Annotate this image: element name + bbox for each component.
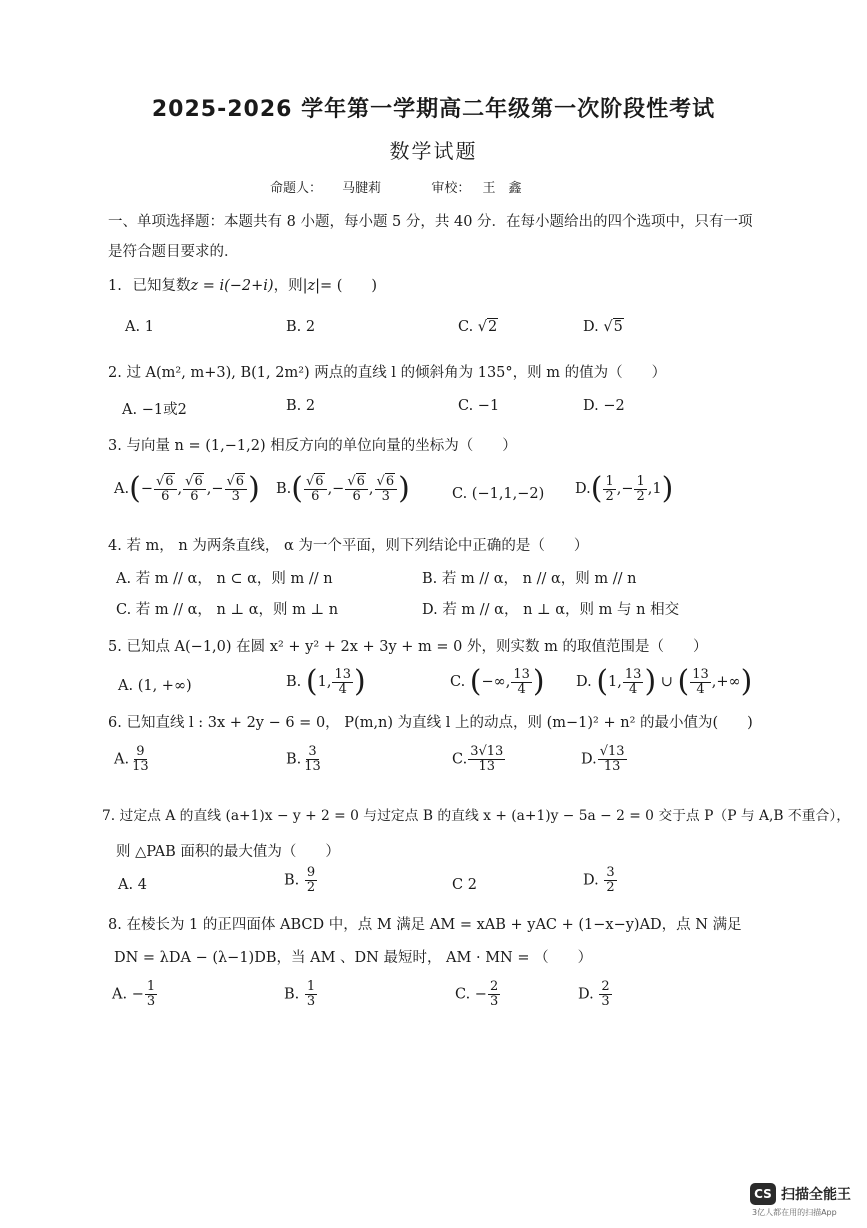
exam-title: 2025-2026 学年第一学期高二年级第一次阶段性考试 <box>151 97 716 122</box>
question-7-line2: 则 △PAB 面积的最大值为（ ） <box>116 844 340 860</box>
question-8-line2: DN = λDA − (λ−1)DB，当 AM 、DN 最短时， AM · MN = （ ） <box>114 950 593 966</box>
camscanner-logo-icon: CS <box>750 1183 776 1205</box>
question-3: 3. 与向量 n = (1,−1,2) 相反方向的单位向量的坐标为（ ） <box>108 438 517 454</box>
question-7: 7. 过定点 A 的直线 (a+1)x − y + 2 = 0 与过定点 B 的直线 x + (a+1)y − 5a − 2 = 0 交于点 P（P 与 A,B 不重合）， <box>102 808 851 824</box>
q1-option-d: D. √5 <box>583 319 623 335</box>
question-8: 8. 在棱长为 1 的正四面体 ABCD 中，点 M 满足 AM = xAB + yAC + (1−x−y)AD，点 N 满足 <box>108 917 742 933</box>
author-name: 马腱莉 <box>342 181 382 196</box>
author-label: 命题人： <box>270 181 323 196</box>
q7-option-b: B. $\frac{9}{2}$ <box>284 865 316 895</box>
q8-option-d: D. $\frac{2}{3}$ <box>578 979 610 1009</box>
q5-option-a: A. (1, +∞) <box>118 678 192 694</box>
q7-option-d: D. $\frac{3}{2}$ <box>583 865 615 895</box>
q6-option-a: A. $\frac{9}{13}$ <box>114 744 149 774</box>
q2-option-a: A. −1或2 <box>122 402 187 418</box>
question-6: 6. 已知直线 l : 3x + 2y − 6 = 0， P(m,n) 为直线 l 上的动点，则 (m−1)² + n² 的最小值为( ) <box>108 715 753 731</box>
q3-option-b: B. ( $\frac{√6}{6}$ ,− $\frac{√6}{6}$ , $\frac{√6}{3}$ ) <box>276 471 410 506</box>
camscanner-name: 扫描全能王 <box>781 1187 851 1203</box>
q1-option-a: A. 1 <box>125 319 154 335</box>
q7-option-c: C 2 <box>452 877 477 893</box>
q2-option-d: D. −2 <box>583 398 625 414</box>
q8-option-c: C. − $\frac{2}{3}$ <box>455 979 499 1009</box>
q3-option-c: C. (−1,1,−2) <box>452 486 545 502</box>
q8-option-b: B. $\frac{1}{3}$ <box>284 979 316 1009</box>
question-4: 4. 若 m， n 为两条直线， α 为一个平面，则下列结论中正确的是（ ） <box>108 538 589 554</box>
q6-option-c: C. $\frac{3√13}{13}$ <box>452 744 504 774</box>
question-1: 1. 已知复数z = i(−2+i)，则|z|= ( ) <box>108 278 378 294</box>
q3-option-a: A. ( − $\frac{√6}{6}$ , $\frac{√6}{6}$ ,− $\frac{√6}{3}$ ) <box>114 471 260 506</box>
q1-option-b: B. 2 <box>286 319 316 335</box>
authors-line <box>270 177 521 196</box>
exam-subtitle: 数学试题 <box>389 139 478 163</box>
q5-option-c: C. ( −∞, $\frac{13}{4}$ ) <box>450 664 545 699</box>
reviewer-label: 审校： <box>431 181 471 196</box>
reviewer-name: 王 鑫 <box>482 181 522 196</box>
q4-option-d: D. 若 m // α， n ⊥ α，则 m 与 n 相交 <box>422 602 680 618</box>
q1-option-c: C. √2 <box>458 319 498 335</box>
q3-option-d: D. ( $\frac{1}{2}$ ,− $\frac{1}{2}$ , 1 ) <box>575 471 674 506</box>
q4-option-a: A. 若 m // α， n ⊂ α，则 m // n <box>116 571 333 587</box>
q5-option-b: B. ( 1, $\frac{13}{4}$ ) <box>286 664 366 699</box>
q5-option-d: D. ( 1, $\frac{13}{4}$ ) ∪ ( $\frac{13}{4}$ ,+∞ ) <box>576 664 753 699</box>
q4-option-c: C. 若 m // α， n ⊥ α，则 m ⊥ n <box>116 602 339 618</box>
q4-option-b: B. 若 m // α， n // α，则 m // n <box>422 571 637 587</box>
q6-option-d: D. $\frac{√13}{13}$ <box>581 744 625 774</box>
camscanner-tagline: 3亿人都在用的扫描App <box>752 1208 837 1217</box>
question-2: 2. 过 A(m², m+3), B(1, 2m²) 两点的直线 l 的倾斜角为 135°，则 m 的值为（ ） <box>108 365 667 381</box>
q2-option-b: B. 2 <box>286 398 316 414</box>
section-instructions: 一、单项选择题：本题共有 8 小题，每小题 5 分，共 40 分．在每小题给出的四个选项中，只有一项是符合题目要求的． <box>108 214 753 260</box>
q2-option-c: C. −1 <box>458 398 500 414</box>
question-5: 5. 已知点 A(−1,0) 在圆 x² + y² + 2x + 3y + m = 0 外，则实数 m 的取值范围是（ ） <box>108 639 708 655</box>
camscanner-watermark <box>750 1183 851 1205</box>
q7-option-a: A. 4 <box>118 877 147 893</box>
q8-option-a: A. − $\frac{1}{3}$ <box>112 979 156 1009</box>
q6-option-b: B. $\frac{3}{13}$ <box>286 744 321 774</box>
